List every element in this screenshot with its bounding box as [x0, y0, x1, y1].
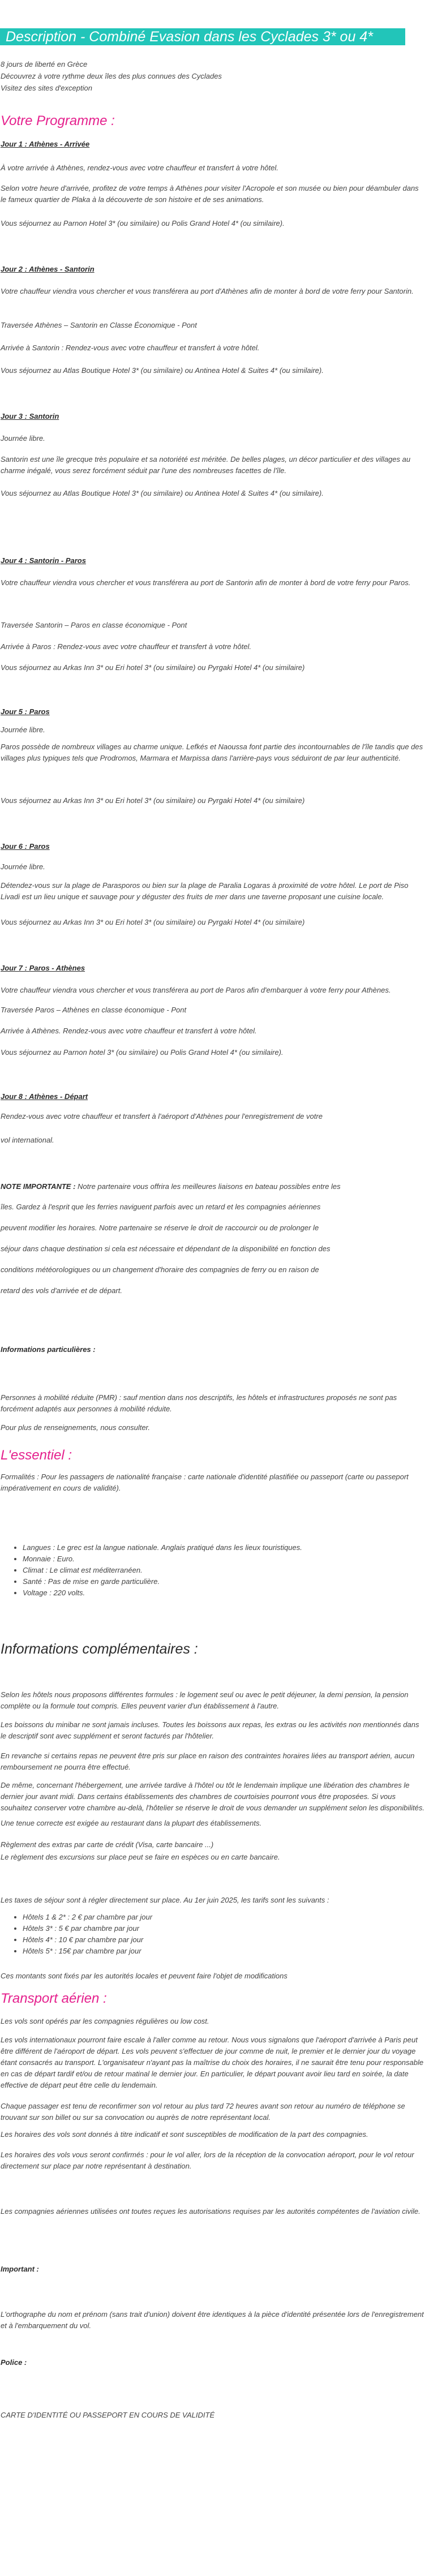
complementaires-heading: Informations complémentaires : — [1, 1641, 198, 1657]
complementaires-paragraph: De même, concernant l'hébergement, une arrivée tardive à l'hôtel ou tôt le lendemain implique une libération des chambres le dernier jour avant midi. Dans certains établissements des chambres de courtoisies pourront vous être proposées. Si vous souhaitez conserver votre chambre au-delà, l'hôtelier se réserve le droit de vous demander un supplément selon les disponibilités. — [1, 1781, 424, 1812]
transport-paragraph: Les horaires des vols vous seront confirmés : pour le vol aller, lors de la réception de la convocation aéroport, pour le vol retour directement sur place par notre représentant à destination. — [1, 2150, 414, 2170]
list-item: • Voltage : 220 volts. — [23, 1587, 429, 1599]
day-paragraph: Selon votre heure d'arrivée, profitez de votre temps à Athènes pour visiter l'Acropole et son musée ou bien pour déambuler dans le fameux quartier de Plaka à la découverte de son histoire et de ses animations. — [1, 184, 419, 204]
complementaires-paragraph: En revanche si certains repas ne peuvent être pris sur place en raison des contraintes horaires liées au transport aérien, aucun remboursement ne pourra être effectué. — [1, 1751, 415, 1771]
tax-note: Ces montants sont fixés par les autorités locales et peuvent faire l'objet de modifications — [1, 1972, 288, 1980]
police-label: Police : — [1, 2358, 27, 2367]
day-paragraph: Journée libre. — [1, 862, 45, 871]
complementaires-paragraph: Le règlement des excursions sur place peut se faire en espèces ou en carte bancaire. — [1, 1853, 280, 1861]
important-note-line: retard des vols d'arrivée et de départ. — [1, 1286, 122, 1295]
day-paragraph: Détendez-vous sur la plage de Parasporos ou bien sur la plage de Paralia Logaras à proximité de votre hôtel. Le port de Piso Livadi est un lieu unique et sauvage pour y déguster des fruits de mer dans une taverne proposant une cuisine locale. — [1, 881, 409, 901]
important-note-line — [0, 1181, 425, 1192]
important-note-line: peuvent modifier les horaires. Notre partenaire se réserve le droit de raccourcir ou de prolonger le — [1, 1223, 319, 1232]
page-title: Description - Combiné Evasion dans les Cyclades 3* ou 4* — [0, 28, 405, 45]
day-title: Jour 4 : Santorin - Paros — [1, 556, 86, 565]
day-paragraph: Arrivée à Santorin : Rendez-vous avec votre chauffeur et transfert à votre hôtel. — [1, 344, 260, 352]
day-paragraph: Vous séjournez au Parnon hotel 3* (ou similaire) ou Polis Grand Hotel 4* (ou similaire). — [1, 1048, 284, 1057]
day-paragraph: Votre chauffeur viendra vous chercher et vous transférera au port de Santorin afin de monter à bord de votre ferry pour Paros. — [1, 578, 411, 587]
tax-intro: Les taxes de séjour sont à régler directement sur place. Au 1er juin 2025, les tarifs sont les suivants : — [1, 1896, 329, 1904]
day-paragraph: Journée libre. — [1, 434, 45, 443]
complementaires-paragraph: Une tenue correcte est exigée au restaurant dans la plupart des établissements. — [1, 1819, 262, 1827]
important-text: L'orthographe du nom et prénom (sans trait d'union) doivent être identiques à la pièce d'identité présentée lors de l'enregistrement et à l'embarquement du vol. — [1, 2310, 424, 2330]
day-title: Jour 8 : Athènes - Départ — [1, 1092, 88, 1101]
tax-list — [0, 1912, 429, 1957]
essentiel-heading: L'essentiel : — [1, 1448, 72, 1463]
day-title: Jour 7 : Paros - Athènes — [1, 964, 85, 972]
programme-heading: Votre Programme : — [1, 113, 115, 128]
important-note-line: conditions météorologiques ou un changement d'horaire des compagnies de ferry ou en raison de — [1, 1265, 319, 1274]
transport-heading: Transport aérien : — [1, 1991, 107, 2006]
day-title: Jour 3 : Santorin — [1, 412, 59, 420]
day-paragraph: Vous séjournez au Atlas Boutique Hotel 3* (ou similaire) ou Antinea Hotel & Suites 4* (ou similaire). — [1, 366, 324, 375]
transport-paragraph: Les compagnies aériennes utilisées ont toutes reçues les autorisations requises par les autorités compétentes de l'aviation civile. — [1, 2207, 421, 2216]
intro-line: Visitez des sites d'exception — [1, 84, 92, 92]
day-paragraph: Vous séjournez au Arkas Inn 3* ou Eri hotel 3* (ou similaire) ou Pyrgaki Hotel 4* (ou similaire) — [1, 663, 305, 672]
intro-line: Découvrez à votre rythme deux îles des plus connues des Cyclades — [1, 72, 222, 80]
transport-paragraph: Les vols internationaux pourront faire escale à l'aller comme au retour. Nous vous signalons que l'aéroport d'arrivée à Paris peut être différent de l'aéroport de départ. Les vols peuvent s'effectuer de jour comme de nuit, le premier et le dernier jour du voyage étant consacrés au transport. L'organisateur n'ayant pas la maîtrise du choix des horaires, il ne saurait être tenu pour responsable en cas de départ tardif et/ou de retour matinal le dernier jour. En particulier, le départ pouvant avoir lieu tard en soirée, la date effective de départ peut être celle du lendemain. — [1, 2036, 424, 2089]
day-paragraph: Arrivée à Paros : Rendez-vous avec votre chauffeur et transfert à votre hôtel. — [1, 642, 251, 651]
day-title: Jour 2 : Athènes - Santorin — [1, 265, 95, 273]
day-paragraph: Traversée Paros – Athènes en classe économique - Pont — [1, 1006, 187, 1014]
day-title: Jour 1 : Athènes - Arrivée — [1, 140, 90, 148]
list-item: • Langues : Le grec est la langue nationale. Anglais pratiqué dans les lieux touristiques. — [23, 1542, 429, 1553]
essentiel-list — [0, 1542, 429, 1599]
important-note-label: NOTE IMPORTANTE : — [1, 1182, 76, 1191]
list-item: • Hôtels 5* : 15€ par chambre par jour — [23, 1946, 429, 1957]
day-paragraph: vol international. — [1, 1136, 54, 1144]
day-paragraph: Arrivée à Athènes. Rendez-vous avec votre chauffeur et transfert à votre hôtel. — [1, 1027, 257, 1035]
transport-paragraph: Les horaires des vols sont donnés à titre indicatif et sont susceptibles de modification de la part des compagnies. — [1, 2130, 368, 2139]
formalites-text: Formalités : Pour les passagers de nationalité française : carte nationale d'identité plastifiée ou passeport (carte ou passeport impérativement en cours de validité). — [1, 1472, 409, 1492]
day-paragraph: Vous séjournez au Atlas Boutique Hotel 3* (ou similaire) ou Antinea Hotel & Suites 4* (ou similaire). — [1, 489, 324, 497]
day-paragraph: Traversée Santorin – Paros en classe économique - Pont — [1, 621, 187, 629]
day-paragraph: Traversée Athènes – Santorin en Classe Économique - Pont — [1, 321, 197, 329]
list-item: • Hôtels 4* : 10 € par chambre par jour — [23, 1934, 429, 1946]
list-item: • Hôtels 1 & 2* : 2 € par chambre par jour — [23, 1912, 429, 1923]
day-title: Jour 6 : Paros — [1, 842, 50, 851]
list-item: • Monnaie : Euro. — [23, 1553, 429, 1565]
important-note-line: séjour dans chaque destination si cela est nécessaire et dépendant de la disponibilité en fonction des — [1, 1244, 331, 1253]
day-paragraph: Santorin est une île grecque très populaire et sa notoriété est méritée. De belles plages, un décor particulier et des villages au charme inégalé, vous serez forcément séduit par l'une des nombreuses facettes de l'île. — [1, 455, 411, 475]
important-label: Important : — [1, 2265, 39, 2273]
particular-heading: Informations particulières : — [1, 1345, 96, 1354]
complementaires-paragraph: Les boissons du minibar ne sont jamais incluses. Toutes les boissons aux repas, les extras ou les activités non mentionnés dans le descriptif sont avec supplément et seront facturés par l'hôtelier. — [1, 1720, 419, 1740]
day-paragraph: À votre arrivée à Athènes, rendez-vous avec votre chauffeur et transfert à votre hôtel. — [1, 164, 278, 172]
particular-paragraph: Pour plus de renseignements, nous consulter. — [1, 1423, 151, 1432]
day-title: Jour 5 : Paros — [1, 707, 50, 716]
transport-paragraph: Chaque passager est tenu de reconfirmer son vol retour au plus tard 72 heures avant son retour au numéro de téléphone se trouvant sur son billet ou sur sa convocation ou auprès de notre représentant local. — [1, 2102, 405, 2122]
day-paragraph: Votre chauffeur viendra vous chercher et vous transférera au port d'Athènes afin de monter à bord de votre ferry pour Santorin. — [1, 287, 414, 295]
transport-paragraph: Les vols sont opérés par les compagnies régulières ou low cost. — [1, 2017, 209, 2025]
day-paragraph: Vous séjournez au Arkas Inn 3* ou Eri hotel 3* (ou similaire) ou Pyrgaki Hotel 4* (ou similaire) — [1, 796, 305, 805]
complementaires-paragraph: Règlement des extras par carte de crédit (Visa, carte bancaire ...) — [1, 1840, 214, 1849]
important-note-text: Notre partenaire vous offrira les meilleures liaisons en bateau possibles entre les — [75, 1182, 341, 1191]
day-paragraph: Journée libre. — [1, 725, 45, 734]
day-paragraph: Paros possède de nombreux villages au charme unique. Lefkés et Naoussa font partie des incontournables de l'île tandis que des villages plus typiques tels que Prodromos, Marmara et Marpissa dans l'arrière-pays vous séduiront de par leur authenticité. — [1, 742, 423, 762]
complementaires-paragraph: Selon les hôtels nous proposons différentes formules : le logement seul ou avec le petit déjeuner, la demi pension, la pension complète ou la formule tout compris. Elles peuvent varier d'un établissement à l'autre. — [1, 1690, 409, 1710]
particular-paragraph: Personnes à mobilité réduite (PMR) : sauf mention dans nos descriptifs, les hôtels et infrastructures proposés ne sont pas forcément adaptés aux personnes à mobilité réduite. — [1, 1393, 397, 1413]
list-item: • Santé : Pas de mise en garde particulière. — [23, 1576, 429, 1587]
list-item: • Hôtels 3* : 5 € par chambre par jour — [23, 1923, 429, 1934]
day-paragraph: Vous séjournez au Arkas Inn 3* ou Eri hotel 3* (ou similaire) ou Pyrgaki Hotel 4* (ou similaire) — [1, 918, 305, 926]
police-text: CARTE D'IDENTITÉ OU PASSEPORT EN COURS DE VALIDITÉ — [1, 2411, 215, 2419]
list-item: • Climat : Le climat est méditerranéen. — [23, 1565, 429, 1576]
day-paragraph: Rendez-vous avec votre chauffeur et transfert à l'aéroport d'Athènes pour l'enregistrement de votre — [1, 1112, 323, 1120]
day-paragraph: Vous séjournez au Parnon Hotel 3* (ou similaire) ou Polis Grand Hotel 4* (ou similaire). — [1, 219, 285, 227]
important-note-line: îles. Gardez à l'esprit que les ferries naviguent parfois avec un retard et les compagnies aériennes — [1, 1203, 321, 1211]
day-paragraph: Votre chauffeur viendra vous chercher et vous transférera au port de Paros afin d'embarquer à votre ferry pour Athènes. — [1, 986, 391, 994]
intro-line: 8 jours de liberté en Grèce — [1, 60, 88, 68]
